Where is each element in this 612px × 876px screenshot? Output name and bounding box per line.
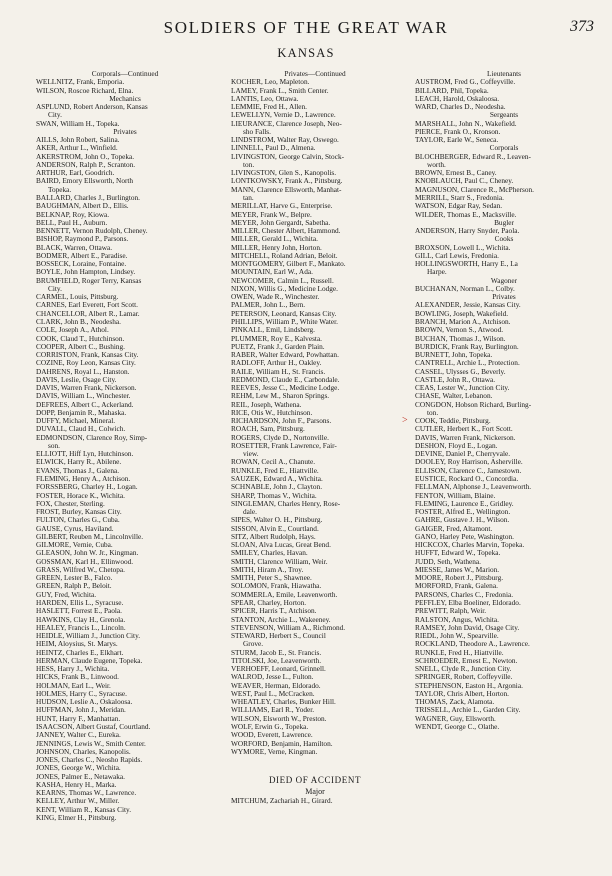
soldier-entry: GREEN, Ralph P., Beloit.: [36, 582, 112, 591]
rank-heading: Lieutenants: [486, 70, 522, 78]
soldier-entry: STEWARD, Herbert S., Council: [231, 632, 326, 641]
soldier-entry: FOSTER, Alfred E., Wellington.: [415, 508, 511, 517]
soldier-entry: FLEMING, Henry A., Atchison.: [36, 475, 131, 484]
soldier-entry: BISHOP, Raymond P., Parsons.: [36, 235, 129, 244]
soldier-entry: LEMMIE, Fred H., Allen.: [231, 103, 308, 112]
soldier-entry: BAIRD, Emory Ellsworth, North: [36, 177, 134, 186]
soldier-entry: BROWN, Ernest B., Caney.: [415, 169, 497, 178]
soldier-entry: MAGNUSON, Clarence R., McPherson.: [415, 185, 534, 194]
soldier-entry: COLE, Joseph A., Athol.: [36, 326, 109, 335]
soldier-entry: COOK, Claud T., Hutchinson.: [36, 334, 125, 343]
soldier-entry: MILLER, Chester Albert, Hammond.: [231, 227, 341, 236]
soldier-entry: BRUMFIELD, Roger Terry, Kansas: [36, 276, 142, 285]
soldier-entry: HICKCOX, Charles Marvin, Topeka.: [415, 541, 525, 550]
soldier-entry: MITCHUM, Zachariah H., Girard.: [231, 797, 333, 806]
column-left: [36, 70, 214, 822]
soldier-entry: HEIDLE, William J., Junction City.: [36, 632, 141, 641]
soldier-entry: FENTON, William, Blaine.: [415, 491, 496, 500]
soldier-entry: HOLMES, Harry C., Syracuse.: [36, 689, 127, 698]
soldier-entry: JOHNSON, Charles, Kanopolis.: [36, 747, 131, 756]
soldier-entry: MEYER, John Gergardt, Sabetha.: [231, 218, 331, 227]
soldier-entry: BUCHANAN, Norman L., Colby.: [415, 284, 515, 293]
soldier-entry: BURDICK, Frank Ray, Burlington.: [415, 342, 519, 351]
soldier-entry: JONES, George W., Wichita.: [36, 764, 121, 773]
soldier-entry: KING, Elmer H., Pittsburg.: [36, 813, 117, 822]
soldier-entry: SINGLEMAN, Charles Henry, Rose-: [231, 499, 341, 508]
soldier-entry: ELLIOTT, Hiff Lyn, Hutchinson.: [36, 450, 134, 459]
soldier-entry: CARMEL, Louis, Pittsburg.: [36, 293, 119, 302]
entry-continuation: sho Falls.: [243, 127, 271, 136]
soldier-entry: PUETZ, Frank J., Garden Plain.: [231, 342, 325, 351]
soldier-entry: PETERSON, Leonard, Kansas City.: [231, 309, 337, 318]
soldier-entry: BURNETT, John, Topeka.: [415, 351, 493, 360]
soldier-entry: THOMAS, Zack, Alamota.: [415, 698, 495, 707]
rank-heading: Privates—Continued: [284, 70, 346, 78]
soldier-entry: GREEN, Lester B., Falco.: [36, 574, 113, 583]
soldier-entry: ROGERS, Clyde D., Nortonville.: [231, 433, 329, 442]
soldier-entry: SHARP, Thomas V., Wichita.: [231, 491, 317, 500]
soldier-entry: HUFFT, Edward W., Topeka.: [415, 549, 501, 558]
soldier-entry: REEVES, Jesse C., Medicine Lodge.: [231, 384, 340, 393]
soldier-entry: SMILEY, Charles, Havan.: [231, 549, 308, 558]
soldier-entry: EUSTICE, Rockard O., Concordia.: [415, 475, 519, 484]
soldier-entry: BLOCHBERGER, Edward R., Leaven-: [415, 152, 531, 161]
soldier-entry: CASSEL, Ulysses G., Beverly.: [415, 367, 506, 376]
soldier-entry: LEACH, Harold, Oskaloosa.: [415, 94, 500, 103]
soldier-entry: TAYLOR, Chris Albert, Horton.: [415, 689, 510, 698]
soldier-entry: SIPES, Walter O. H., Pittsburg.: [231, 516, 323, 525]
soldier-entry: HICKS, Frank B., Linwood.: [36, 673, 119, 682]
soldier-entry: HOLLINGSWORTH, Harry E., La: [415, 260, 518, 269]
rank-heading: Sergeants: [489, 111, 519, 120]
soldier-entry: ROCKLAND, Theodore A., Lawrence.: [415, 640, 530, 649]
soldier-entry: WEAVER, Herman, Eldorado.: [231, 681, 321, 690]
soldier-entry: BRANCH, Marion A., Atchison.: [415, 317, 511, 326]
soldier-entry: RAILE, William H., St. Francis.: [231, 367, 326, 376]
entry-continuation: Harpe.: [427, 268, 447, 277]
soldier-entry: BALLARD, Charles J., Burlington.: [36, 193, 140, 202]
soldier-entry: CHANCELLOR, Albert R., Lamar.: [36, 309, 140, 318]
soldier-entry: CORRISTON, Frank, Kansas City.: [36, 351, 139, 360]
soldier-entry: AILLS, John Robert, Salina.: [36, 136, 120, 145]
entry-continuation: City.: [48, 284, 62, 293]
soldier-entry: HUDSON, Leslie A., Oskaloosa.: [36, 698, 133, 707]
soldier-entry: WOOD, Everett, Lawrence.: [231, 731, 313, 740]
soldier-entry: RALSTON, Angus, Wichita.: [415, 615, 499, 624]
soldier-entry: KELLEY, Arthur W., Miller.: [36, 797, 120, 806]
soldier-entry: HARDEN, Ellis L., Syracuse.: [36, 599, 124, 607]
soldier-entry: FROST, Burley, Kansas City.: [36, 508, 122, 517]
soldier-entry: CHASE, Walter, Lebanon.: [415, 392, 493, 401]
soldier-entry: WELLNITZ, Frank, Emporia.: [36, 78, 125, 87]
soldier-entry: GOSSMAN, Karl H., Ellinwood.: [36, 557, 134, 566]
soldier-entry: MARSHALL, John N., Wakefield.: [415, 119, 517, 128]
soldier-entry: HUFFMAN, John J., Meridan.: [36, 706, 126, 715]
soldier-entry: GAIGER, Fred, Altamont.: [415, 524, 493, 533]
rank-heading: Major: [305, 787, 325, 797]
soldier-entry: SPEAR, Charley, Horton.: [231, 599, 307, 607]
soldier-entry: KENT, William R., Kansas City.: [36, 805, 132, 814]
soldier-entry: WYMORE, Verne, Kingman.: [231, 747, 318, 756]
soldier-entry: BENNETT, Vernon Rudolph, Cheney.: [36, 227, 148, 236]
soldier-entry: TAYLOR, Earle W., Seneca.: [415, 136, 499, 145]
soldier-entry: MIESSE, James W., Marion.: [415, 565, 500, 574]
soldier-entry: WORFORD, Benjamin, Hamilton.: [231, 739, 333, 748]
soldier-entry: PIERCE, Frank O., Kronson.: [415, 127, 501, 136]
entry-continuation: Topeka.: [48, 185, 72, 194]
soldier-entry: RAMSEY, John David, Osage City.: [415, 623, 520, 632]
soldier-entry: SPICER, Harris T., Atchison.: [231, 607, 317, 616]
soldier-entry: TITOLSKI, Joe, Leavenworth.: [231, 656, 322, 665]
soldier-entry: GILL, Carl Lewis, Fredonia.: [415, 251, 499, 260]
soldier-entry: ISAACSON, Albert Gustaf, Courtland.: [36, 722, 151, 731]
soldier-entry: ROACH, Sam, Pittsburg.: [231, 425, 305, 434]
soldier-entry: DESHON, Floyd E., Logan.: [415, 441, 498, 450]
soldier-entry: MITCHELL, Roland Adrian, Beloit.: [231, 251, 338, 260]
soldier-entry: REHM, Lew M., Sharon Springs.: [231, 392, 330, 401]
soldier-entry: MILLER, Henry John, Horton.: [231, 243, 322, 252]
soldier-entry: SCHROEDER, Ernest E., Newton.: [415, 656, 518, 665]
soldier-entry: CUTLER, Herbert K., Fort Scott.: [415, 425, 513, 434]
soldier-entry: ELWICK, Harry R., Abilene.: [36, 458, 122, 467]
soldier-entry: WARD, Charles D., Neodesha.: [415, 103, 506, 112]
soldier-entry: HEINTZ, Charles E., Elkhart.: [36, 648, 124, 657]
soldier-entry: REDMOND, Claude E., Carbondale.: [231, 375, 340, 384]
soldier-entry: FOSTER, Horace K., Wichita.: [36, 491, 125, 500]
soldier-entry: DOPP, Benjamin R., Mahaska.: [36, 408, 127, 417]
soldier-entry: BELKNAP, Roy, Kiowa.: [36, 210, 110, 219]
soldier-entry: COZINE, Roy Leon, Kansas City.: [36, 359, 136, 368]
soldier-entry: MANN, Clarence Ellsworth, Manhat-: [231, 185, 342, 194]
soldier-entry: ASPLUND, Robert Anderson, Kansas: [36, 103, 148, 112]
soldier-entry: HAWKINS, Clay H., Grenola.: [36, 615, 126, 624]
soldier-entry: WENDT, George C., Olathe.: [415, 722, 500, 731]
soldier-entry: SMITH, Clarence William, Weir.: [231, 557, 328, 566]
soldier-entry: HUNT, Harry F., Manhattan.: [36, 714, 121, 723]
entry-continuation: ton.: [243, 160, 255, 169]
soldier-entry: NIXON, Willis G., Medicine Lodge.: [231, 284, 338, 293]
soldier-entry: LINNELL, Paul D., Almena.: [231, 144, 316, 153]
soldier-entry: SNELL, Clyde R., Junction City.: [415, 665, 512, 674]
soldier-entry: SAUZEK, Edward A., Wichita.: [231, 475, 323, 484]
soldier-entry: HEALEY, Francis L., Lincoln.: [36, 623, 126, 632]
soldier-entry: DAVIS, Warren Frank, Nickerson.: [36, 384, 137, 393]
soldier-entry: CARNES, Earl Everett, Fort Scott.: [36, 301, 138, 310]
soldier-entry: MOUNTAIN, Earl W., Ada.: [231, 268, 313, 277]
soldier-entry: DAHRENS, Royal L., Hanston.: [36, 367, 130, 376]
page-number: 373: [570, 18, 594, 35]
soldier-entry: MEYER, Frank W., Belpre.: [231, 210, 312, 219]
column-middle: [231, 70, 399, 805]
soldier-entry: COOK, Teddie, Pittsburg.: [415, 417, 491, 426]
soldier-entry: SCHNABLE, John J., Clayton.: [231, 483, 323, 492]
soldier-entry: FULTON, Charles G., Cuba.: [36, 516, 120, 525]
soldier-entry: MORFORD, Frank, Galena.: [415, 582, 498, 591]
soldier-entry: CANTRELL, Archie L., Protection.: [415, 359, 520, 368]
soldier-entry: PALMER, John L., Bern.: [231, 301, 306, 310]
soldier-entry: RUNKLE, Fred E., Hiattville.: [231, 466, 319, 475]
soldier-entry: ROWAN, Cecil A., Chanute.: [231, 458, 316, 467]
soldier-entry: FOX, Chester, Sterling.: [36, 499, 105, 508]
soldier-entry: PREWITT, Ralph, Weir.: [415, 607, 487, 616]
soldier-entry: DUFFY, Michael, Mineral.: [36, 417, 116, 426]
soldier-entry: SITZ, Albert Rudolph, Hays.: [231, 532, 316, 541]
soldier-entry: STURM, Jacob E., St. Francis.: [231, 648, 322, 657]
soldier-entry: ARTHUR, Earl, Goodrich.: [36, 169, 115, 178]
soldier-entry: WILSON, Roscoe Richard, Elna.: [36, 86, 134, 95]
soldier-entry: DAVIS, William L., Winchester.: [36, 392, 131, 401]
soldier-entry: BLACK, Warren, Ottawa.: [36, 243, 113, 252]
soldier-entry: FELLMAN, Alphonse J., Leavenworth.: [415, 483, 532, 492]
soldier-entry: ANDERSON, Harry Snyder, Paola.: [415, 227, 520, 236]
entry-continuation: son.: [48, 441, 60, 450]
soldier-entry: ELLISON, Clarence C., Jamestown.: [415, 466, 522, 475]
rank-heading: Privates: [113, 127, 137, 136]
soldier-entry: KOCHER, Leo, Mapleton.: [231, 78, 310, 87]
soldier-entry: NEWCOMER, Calmin L., Russell.: [231, 276, 334, 285]
soldier-entry: GRASS, Wilfred W., Chetopa.: [36, 565, 125, 574]
soldier-entry: WOLF, Erwin G., Topeka.: [231, 722, 309, 731]
soldier-entry: BOSSECK, Loraine, Fontaine.: [36, 260, 127, 269]
soldier-entry: WILLIAMS, Earl R., Yoder.: [231, 706, 315, 715]
soldier-entry: CEAS, Lester W., Junction City.: [415, 384, 510, 393]
soldier-entry: RIEDL, John W., Spearville.: [415, 632, 499, 641]
entry-continuation: Grove.: [243, 640, 264, 649]
soldier-entry: WALROD, Jesse L., Fulton.: [231, 673, 314, 682]
soldier-entry: RICE, Otis W., Hutchinson.: [231, 408, 313, 417]
soldier-entry: PHILLIPS, William P., White Water.: [231, 317, 338, 326]
soldier-entry: HOLMAN, Earl L., Weir.: [36, 681, 111, 690]
soldier-entry: FORSSBERG, Charley H., Logan.: [36, 483, 138, 492]
soldier-entry: SOMMERLA, Emile, Leavenworth.: [231, 590, 338, 599]
soldier-entry: AKERSTROM, John O., Topeka.: [36, 152, 135, 161]
soldier-entry: OWEN, Wade R., Winchester.: [231, 293, 320, 302]
soldier-entry: DAVIS, Warren Frank, Nickerson.: [415, 433, 516, 442]
soldier-entry: COOPER, Albert C., Bushing.: [36, 342, 125, 351]
soldier-entry: BOYLE, John Hampton, Lindsey.: [36, 268, 136, 277]
soldier-entry: GANO, Harley Pete, Washington.: [415, 532, 514, 541]
soldier-entry: WEST, Paul L., McCracken.: [231, 689, 315, 698]
soldier-entry: SMITH, Peter S., Shawnee.: [231, 574, 312, 583]
entry-continuation: ton.: [427, 408, 439, 417]
soldier-entry: SLOAN, Alva Lucas, Great Bend.: [231, 541, 331, 550]
soldier-entry: ROSETTER, Frank Lawrence, Fair-: [231, 441, 337, 450]
soldier-entry: HESS, Harry J., Wichita.: [36, 665, 110, 674]
rank-heading: Corporals—Continued: [91, 70, 159, 78]
soldier-entry: ANDERSON, Ralph P., Scranton.: [36, 160, 136, 169]
rank-heading: Wagoner: [490, 276, 518, 285]
soldier-entry: BROWN, Vernon S., Atwood.: [415, 326, 504, 335]
soldier-entry: SISSON, Alvin E., Courtland.: [231, 524, 319, 533]
soldier-entry: GUY, Fred, Wichita.: [36, 590, 97, 599]
soldier-entry: DUVALL, Claud H., Colwich.: [36, 425, 126, 434]
section-heading: DIED OF ACCIDENT: [268, 775, 362, 786]
entry-continuation: worth.: [427, 160, 446, 169]
soldier-entry: GILBERT, Reuben M., Lincolnville.: [36, 532, 144, 541]
soldier-entry: CASTLE, John R., Ottawa.: [415, 375, 496, 384]
soldier-entry: PARSONS, Charles C., Fredonia.: [415, 590, 514, 599]
soldier-entry: TRISSELL, Archie L., Garden City.: [415, 706, 521, 715]
soldier-entry: STEVENSON, William A., Richmond.: [231, 623, 346, 632]
column-right: [415, 70, 593, 731]
soldier-entry: WILDER, Thomas E., Macksville.: [415, 210, 517, 219]
soldier-entry: BELL, Paul H., Auburn.: [36, 218, 108, 227]
soldier-entry: LIEURANCE, Clarence Joseph, Neo-: [231, 119, 342, 128]
soldier-entry: MONTGOMERY, Gilbert F., Mankato.: [231, 260, 346, 269]
soldier-entry: BILLARD, Phil, Topeka.: [415, 86, 489, 95]
soldier-entry: JANNEY, Walter C., Eureka.: [36, 731, 121, 740]
soldier-entry: HERMAN, Claude Eugene, Topeka.: [36, 656, 143, 665]
soldier-entry: MILLER, Gerald L., Wichita.: [231, 235, 318, 244]
soldier-entry: KNOBLAUCH, Paul C., Cheney.: [415, 177, 514, 186]
soldier-entry: WATSON, Edgar Ray, Sedan.: [415, 202, 503, 211]
soldier-entry: CLARK, John B., Neodesha.: [36, 317, 121, 326]
soldier-entry: SOLOMON, Frank, Hiawatha.: [231, 582, 322, 591]
soldier-entry: JUDD, Seth, Wathena.: [415, 557, 481, 566]
soldier-entry: RADLOFF, Arthur H., Oakley.: [231, 359, 322, 368]
entry-continuation: dale.: [243, 508, 257, 517]
soldier-entry: JONES, Charles C., Neosho Rapids.: [36, 756, 143, 765]
soldier-entry: WHEATLEY, Charles, Bunker Hill.: [231, 698, 336, 707]
entry-continuation: City.: [48, 111, 62, 120]
soldier-entry: KASHA, Henry H., Marka.: [36, 780, 117, 789]
soldier-entry: CONGDON, Hobson Richard, Burling-: [415, 400, 532, 409]
soldier-entry: DAVIS, Leslie, Osage City.: [36, 375, 117, 384]
soldier-entry: MERILLAT, Harve G., Enterprise.: [231, 202, 333, 211]
pencil-arrow-mark: >: [402, 415, 408, 426]
soldier-entry: BAUGHMAN, Albert D., Ellis.: [36, 202, 129, 211]
entry-continuation: tan.: [243, 193, 254, 202]
soldier-entry: PLUMMER, Roy E., Kalvesta.: [231, 334, 323, 343]
soldier-entry: PEFFLEY, Elba Boeliner, Eldorado.: [415, 599, 521, 607]
soldier-entry: STEPHENSON, Easton H., Argonia.: [415, 681, 523, 690]
soldier-entry: GAUSE, Cyrus, Haviland.: [36, 524, 114, 533]
soldier-entry: GILMORE, Vernie, Cuba.: [36, 541, 113, 550]
soldier-entry: AUSTROM, Fred G., Coffeyville.: [415, 78, 516, 87]
soldier-entry: MERRILL, Starr S., Fredonia.: [415, 193, 504, 202]
soldier-entry: FLEMING, Laurence E., Gridley.: [415, 499, 514, 508]
rank-heading: Mechanics: [109, 94, 141, 103]
soldier-entry: SPRINGER, Robert, Coffeyville.: [415, 673, 513, 682]
soldier-entry: REIL, Joseph, Wathena.: [231, 400, 302, 409]
soldier-entry: DEVINE, Daniel P., Cherryvale.: [415, 450, 511, 459]
soldier-entry: RICHARDSON, John F., Parsons.: [231, 417, 332, 426]
soldier-entry: ALEXANDER, Jessie, Kansas City.: [415, 301, 521, 310]
soldier-entry: GLEASON, John W. Jr., Kingman.: [36, 549, 139, 558]
soldier-entry: LIVINGSTON, Glen S., Kanopolis.: [231, 169, 337, 178]
soldier-entry: WILSON, Elsworth W., Preston.: [231, 714, 327, 723]
soldier-entry: PINKALL, Emil, Lindsberg.: [231, 326, 315, 335]
soldier-entry: HASLETT, Forrest E., Paola.: [36, 607, 122, 616]
soldier-entry: LONTKOWSKY, Frank A., Pittsburg.: [231, 177, 343, 186]
soldier-entry: JENNINGS, Lewis W., Smith Center.: [36, 739, 146, 748]
soldier-entry: MOORE, Robert J., Pittsburg.: [415, 574, 504, 583]
soldier-entry: DOOLEY, Roy Harrison, Asherville.: [415, 458, 523, 467]
soldier-entry: DEFREES, Albert C., Ackerland.: [36, 400, 134, 409]
soldier-entry: BOWLING, Joseph, Wakefield.: [415, 309, 509, 318]
rank-heading: Cooks: [494, 235, 514, 244]
soldier-entry: BODMER, Albert E., Paradise.: [36, 251, 128, 260]
page-title: SOLDIERS OF THE GREAT WAR: [163, 18, 449, 37]
soldier-entry: STANTON, Archie L., Wakeeney.: [231, 615, 331, 624]
soldier-entry: WAGNER, Guy, Ellsworth.: [415, 714, 496, 723]
soldier-entry: LEWELLYN, Vernie D., Lawrence.: [231, 111, 336, 120]
soldier-entry: EDMONDSON, Clarence Roy, Simp-: [36, 433, 148, 442]
soldier-entry: HEIM, Aloysius, St. Marys.: [36, 640, 118, 649]
soldier-entry: AKER, Arthur L., Winfield.: [36, 144, 118, 153]
soldier-entry: LANTIS, Leo, Ottawa.: [231, 94, 299, 103]
soldier-entry: EVANS, Thomas J., Galena.: [36, 466, 120, 475]
soldier-entry: LAMEY, Frank L., Smith Center.: [231, 86, 329, 95]
soldier-entry: SMITH, Hiram A., Troy.: [231, 565, 304, 574]
soldier-entry: RABER, Walter Edward, Powhattan.: [231, 351, 339, 360]
soldier-entry: LINDSTROM, Walter Ray, Oswego.: [231, 136, 339, 145]
soldier-entry: VERHOEFF, Leonard, Grinnell.: [231, 665, 326, 674]
soldier-entry: BUCHAN, Thomas J., Wilson.: [415, 334, 506, 343]
rank-heading: Corporals: [489, 144, 519, 153]
soldier-entry: SWAN, William H., Topeka.: [36, 119, 120, 128]
soldier-entry: GAHRE, Gustave J. H., Wilson.: [415, 516, 510, 525]
soldier-entry: LIVINGSTON, George Calvin, Stock-: [231, 152, 345, 161]
rank-heading: Privates: [492, 293, 516, 302]
rank-heading: Bugler: [494, 218, 514, 227]
soldier-entry: KEARNS, Thomas W., Lawrence.: [36, 789, 137, 798]
entry-continuation: view.: [243, 450, 259, 459]
state-heading: KANSAS: [277, 46, 335, 60]
soldier-entry: RUNKLE, Fred H., Hiattville.: [415, 648, 504, 657]
soldier-entry: BROXSON, Lowell L., Wichita.: [415, 243, 511, 252]
soldier-entry: JONES, Palmer E., Netawaka.: [36, 772, 125, 781]
